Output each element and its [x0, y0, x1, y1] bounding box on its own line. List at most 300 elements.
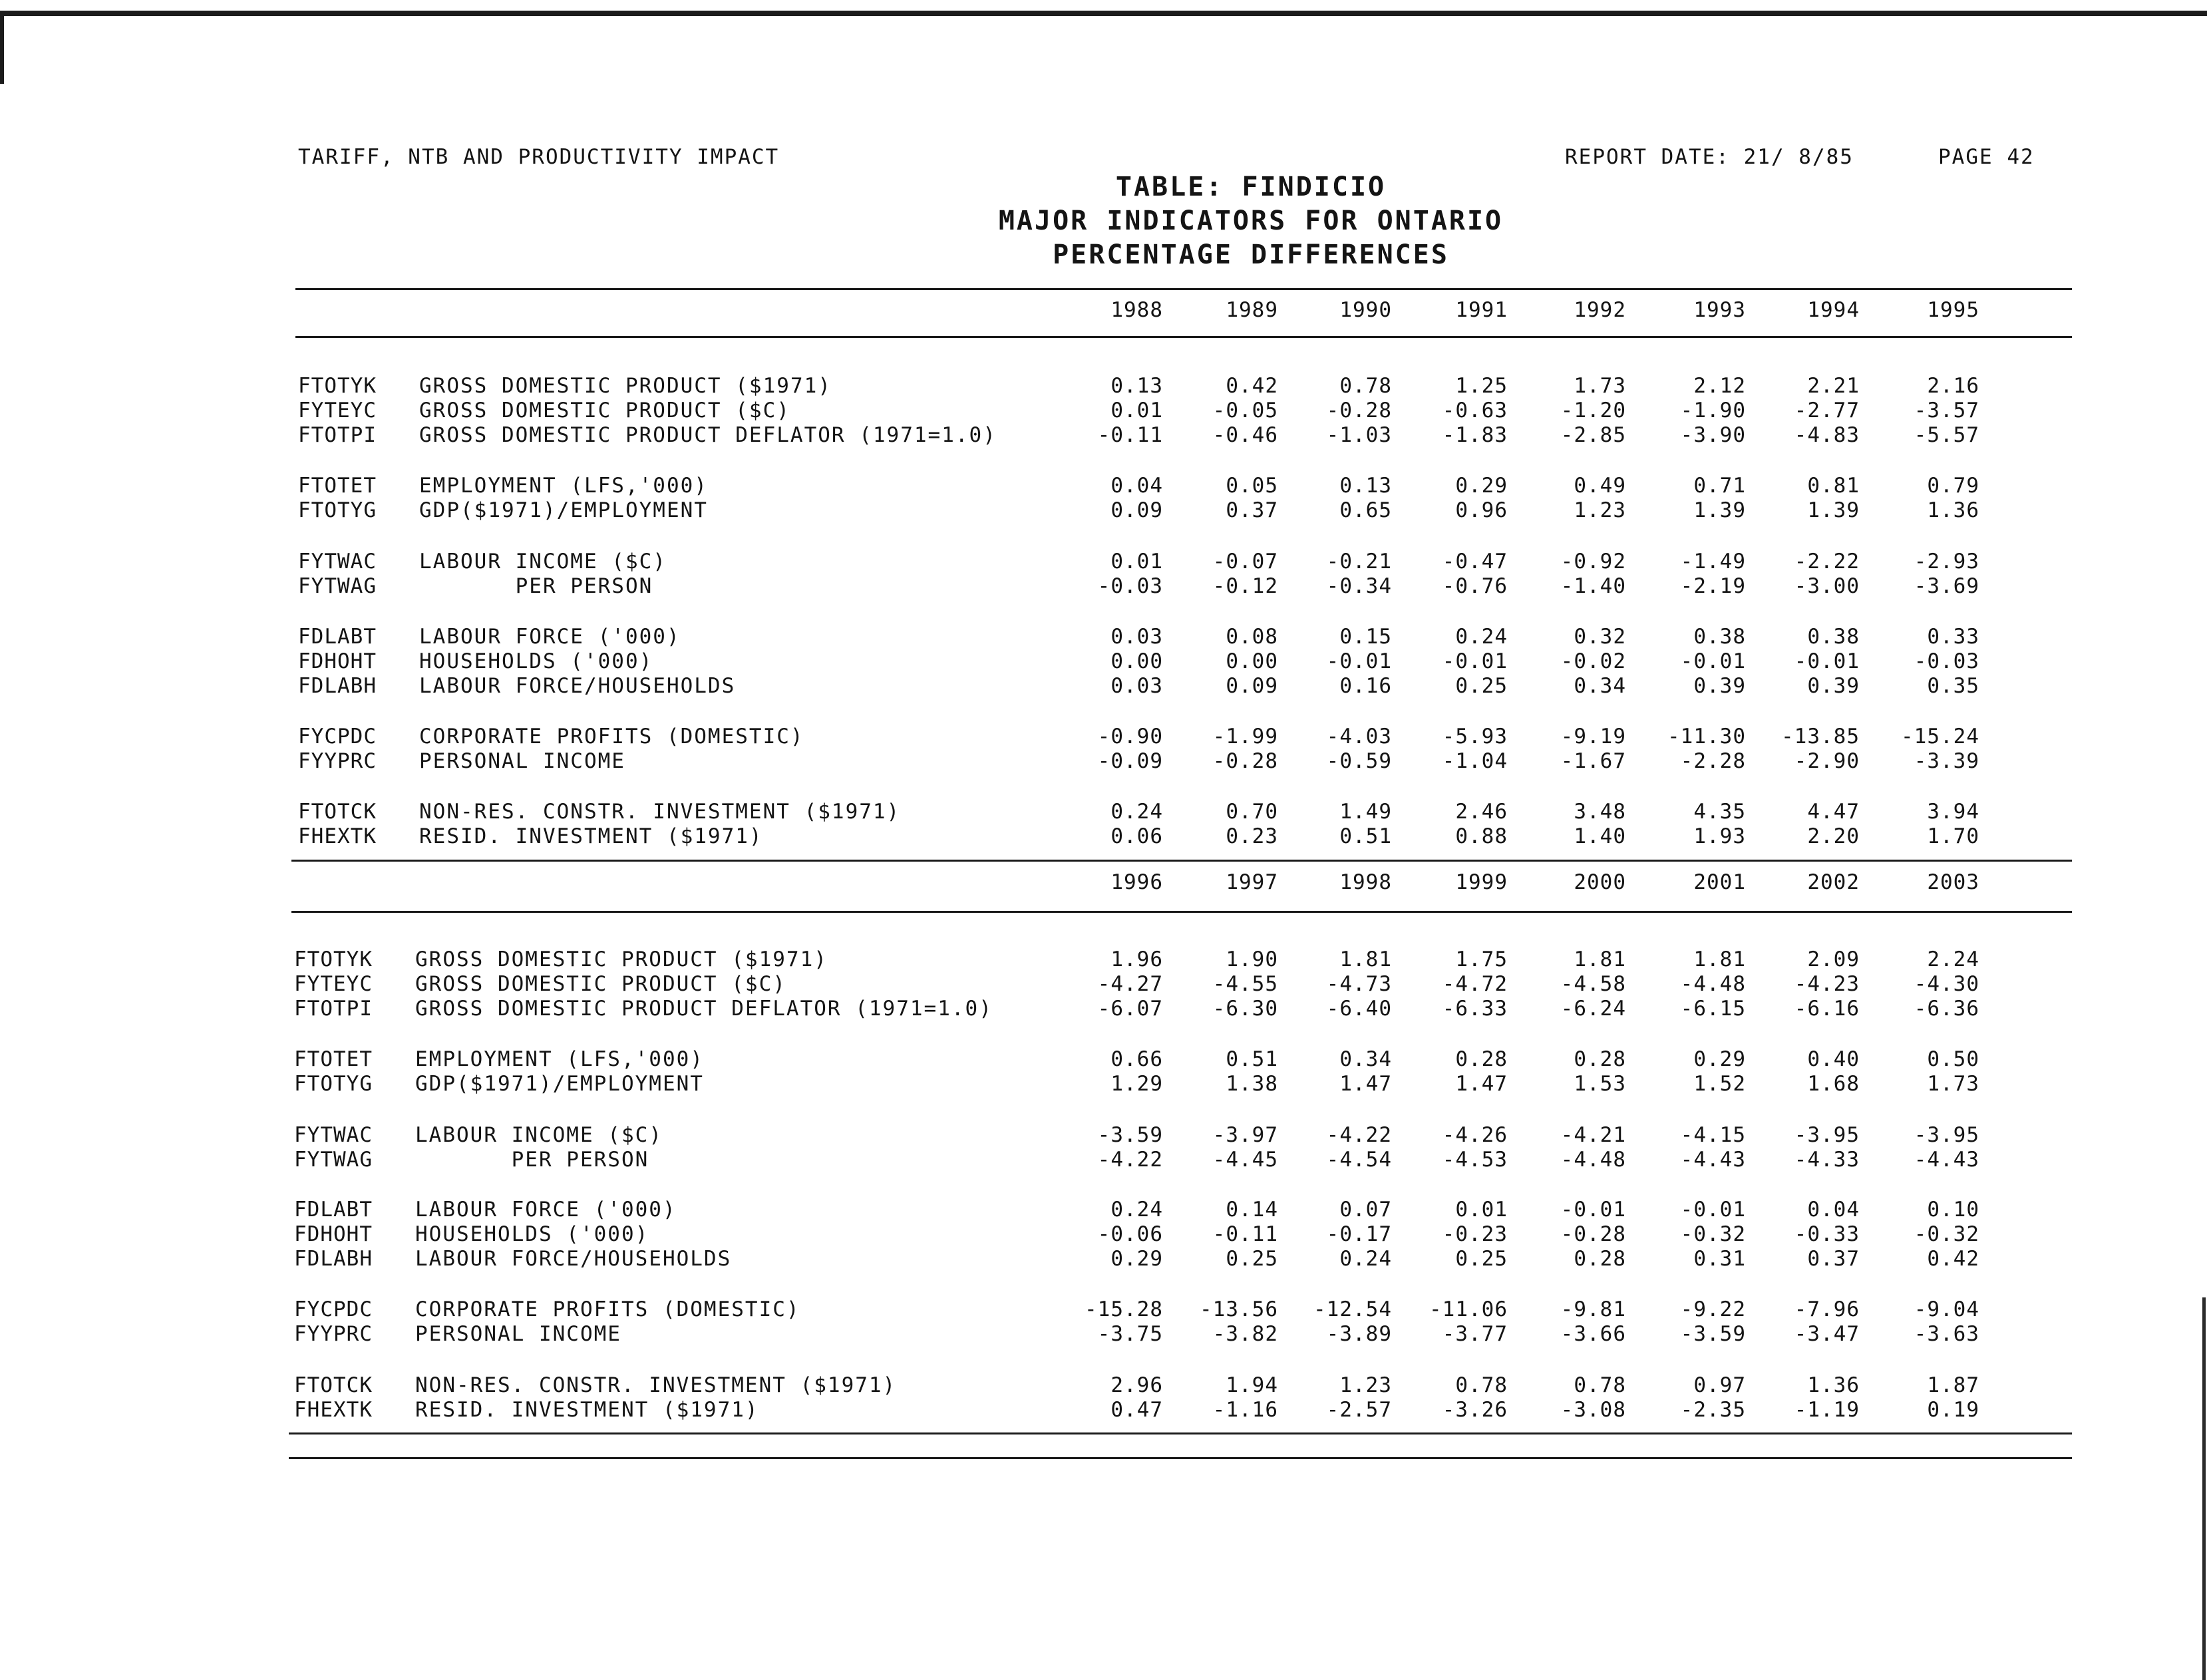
row-code: FDLABH: [294, 1247, 373, 1271]
table-cell: -9.04: [1914, 1297, 1979, 1321]
page-right-edge-mark: [2202, 1297, 2206, 1680]
page-top-border: [0, 11, 2207, 16]
table-cell: -2.22: [1794, 550, 1860, 574]
table-cell: 2.46: [1455, 800, 1508, 824]
table-cell: -0.28: [1326, 399, 1392, 422]
table-cell: -1.40: [1560, 574, 1626, 598]
table-cell: -1.49: [1680, 550, 1746, 574]
table-cell: -4.27: [1097, 972, 1163, 996]
table-cell: -1.03: [1326, 423, 1392, 447]
table-cell: 0.04: [1110, 474, 1163, 498]
year-column-header: 1988: [1110, 298, 1163, 322]
table-cell: 0.51: [1339, 824, 1392, 848]
table-cell: 0.39: [1807, 674, 1860, 698]
row-code: FDHOHT: [298, 649, 377, 673]
table-cell: -4.53: [1442, 1148, 1508, 1172]
table-cell: 3.48: [1574, 800, 1626, 824]
table-cell: -6.07: [1097, 997, 1163, 1021]
row-code: FYTWAC: [294, 1123, 373, 1147]
table-cell: -6.36: [1914, 997, 1979, 1021]
table-cell: 0.38: [1693, 625, 1746, 649]
year-column-header: 2002: [1807, 870, 1860, 894]
table-cell: 0.04: [1807, 1198, 1860, 1222]
year-column-header: 1999: [1455, 870, 1508, 894]
year-column-header: 1989: [1226, 298, 1278, 322]
table-cell: 1.81: [1693, 947, 1746, 971]
row-code: FDLABH: [298, 674, 377, 698]
table-cell: 0.29: [1455, 474, 1508, 498]
table-cell: 0.09: [1226, 674, 1278, 698]
table-cell: -4.22: [1097, 1148, 1163, 1172]
table-cell: -0.63: [1442, 399, 1508, 422]
row-label: GROSS DOMESTIC PRODUCT ($1971): [419, 374, 832, 398]
table-cell: -6.30: [1212, 997, 1278, 1021]
table-cell: 0.42: [1927, 1247, 1979, 1271]
table-cell: 0.78: [1455, 1373, 1508, 1397]
table-cell: -0.28: [1560, 1222, 1626, 1246]
row-code: FTOTYG: [294, 1072, 373, 1096]
table-cell: -2.90: [1794, 749, 1860, 773]
year-column-header: 1992: [1574, 298, 1626, 322]
table-cell: 0.24: [1339, 1247, 1392, 1271]
row-label: LABOUR FORCE/HOUSEHOLDS: [419, 674, 736, 698]
table-cell: 0.51: [1226, 1047, 1278, 1071]
table-cell: 1.81: [1339, 947, 1392, 971]
table-cell: -3.39: [1914, 749, 1979, 773]
table-cell: 0.13: [1339, 474, 1392, 498]
year-column-header: 1994: [1807, 298, 1860, 322]
row-code: FTOTET: [298, 474, 377, 498]
table-cell: -0.23: [1442, 1222, 1508, 1246]
table-cell: -0.11: [1097, 423, 1163, 447]
table-cell: 0.33: [1927, 625, 1979, 649]
table-cell: -9.81: [1560, 1297, 1626, 1321]
report-header-title: TARIFF, NTB AND PRODUCTIVITY IMPACT: [298, 145, 780, 169]
table-cell: -12.54: [1313, 1297, 1392, 1321]
table-cell: 1.52: [1693, 1072, 1746, 1096]
row-label: CORPORATE PROFITS (DOMESTIC): [415, 1297, 800, 1321]
row-label: NON-RES. CONSTR. INVESTMENT ($1971): [419, 800, 901, 824]
row-label: NON-RES. CONSTR. INVESTMENT ($1971): [415, 1373, 897, 1397]
table-rule: [295, 336, 2072, 338]
table-cell: 0.25: [1455, 1247, 1508, 1271]
row-label: GROSS DOMESTIC PRODUCT ($C): [415, 972, 786, 996]
table-bottom-rule: [289, 1432, 2072, 1434]
table-cell: 0.34: [1574, 674, 1626, 698]
table-cell: 0.42: [1226, 374, 1278, 398]
table-cell: -0.05: [1212, 399, 1278, 422]
row-code: FTOTYK: [294, 947, 373, 971]
table-cell: 0.00: [1110, 649, 1163, 673]
year-column-header: 2001: [1693, 870, 1746, 894]
table-cell: -0.32: [1914, 1222, 1979, 1246]
table-cell: -0.47: [1442, 550, 1508, 574]
table-cell: -0.92: [1560, 550, 1626, 574]
year-column-header: 1996: [1110, 870, 1163, 894]
table-cell: 0.50: [1927, 1047, 1979, 1071]
table-cell: 4.47: [1807, 800, 1860, 824]
table-cell: -3.95: [1914, 1123, 1979, 1147]
row-code: FTOTYK: [298, 374, 377, 398]
row-code: FTOTPI: [298, 423, 377, 447]
table-cell: -2.19: [1680, 574, 1746, 598]
table-cell: -6.15: [1680, 997, 1746, 1021]
table-cell: -6.24: [1560, 997, 1626, 1021]
table-cell: -2.28: [1680, 749, 1746, 773]
table-cell: 1.53: [1574, 1072, 1626, 1096]
table-cell: 2.21: [1807, 374, 1860, 398]
table-cell: 0.79: [1927, 474, 1979, 498]
table-cell: -3.90: [1680, 423, 1746, 447]
table-cell: 1.47: [1339, 1072, 1392, 1096]
table-cell: 3.94: [1927, 800, 1979, 824]
table-cell: 0.29: [1110, 1247, 1163, 1271]
row-code: FYTWAG: [298, 574, 377, 598]
row-code: FTOTCK: [294, 1373, 373, 1397]
table-cell: 0.09: [1110, 498, 1163, 522]
table-cell: -4.26: [1442, 1123, 1508, 1147]
table-cell: 0.16: [1339, 674, 1392, 698]
table-cell: 0.15: [1339, 625, 1392, 649]
row-label: LABOUR INCOME ($C): [419, 550, 667, 574]
table-cell: 1.36: [1927, 498, 1979, 522]
table-cell: 2.12: [1693, 374, 1746, 398]
year-column-header: 1991: [1455, 298, 1508, 322]
table-title: TABLE: FINDICIO: [1115, 172, 1387, 202]
table-cell: -9.19: [1560, 725, 1626, 749]
table-cell: 0.08: [1226, 625, 1278, 649]
table-cell: 1.39: [1693, 498, 1746, 522]
table-cell: -0.11: [1212, 1222, 1278, 1246]
row-code: FTOTPI: [294, 997, 373, 1021]
table-cell: -1.04: [1442, 749, 1508, 773]
row-code: FYCPDC: [294, 1297, 373, 1321]
table-cell: 1.87: [1927, 1373, 1979, 1397]
table-cell: 2.24: [1927, 947, 1979, 971]
table-cell: -1.90: [1680, 399, 1746, 422]
table-cell: 0.28: [1574, 1247, 1626, 1271]
table-cell: 0.32: [1574, 625, 1626, 649]
table-cell: -0.12: [1212, 574, 1278, 598]
table-cell: 0.37: [1226, 498, 1278, 522]
row-label: PERSONAL INCOME: [419, 749, 625, 773]
table-cell: 0.24: [1110, 1198, 1163, 1222]
table-cell: -4.83: [1794, 423, 1860, 447]
table-cell: -6.40: [1326, 997, 1392, 1021]
table-cell: -11.06: [1429, 1297, 1508, 1321]
table-cell: -0.32: [1680, 1222, 1746, 1246]
table-cell: 1.94: [1226, 1373, 1278, 1397]
table-cell: -3.59: [1097, 1123, 1163, 1147]
row-code: FYYPRC: [294, 1322, 373, 1346]
table-cell: 0.25: [1455, 674, 1508, 698]
table-subtitle: MAJOR INDICATORS FOR ONTARIO: [998, 206, 1504, 236]
table-cell: -0.01: [1680, 649, 1746, 673]
table-cell: -4.30: [1914, 972, 1979, 996]
table-cell: 0.35: [1927, 674, 1979, 698]
table-cell: -0.90: [1097, 725, 1163, 749]
table-cell: -0.01: [1326, 649, 1392, 673]
table-cell: -15.24: [1901, 725, 1979, 749]
row-label: RESID. INVESTMENT ($1971): [419, 824, 763, 848]
year-column-header: 1990: [1339, 298, 1392, 322]
table-cell: 0.19: [1927, 1398, 1979, 1422]
table-cell: 0.34: [1339, 1047, 1392, 1071]
table-cell: -0.34: [1326, 574, 1392, 598]
row-code: FDHOHT: [294, 1222, 373, 1246]
table-cell: -4.15: [1680, 1123, 1746, 1147]
table-cell: -3.75: [1097, 1322, 1163, 1346]
row-code: FYYPRC: [298, 749, 377, 773]
row-label: GROSS DOMESTIC PRODUCT ($C): [419, 399, 790, 422]
table-cell: -4.43: [1914, 1148, 1979, 1172]
table-bottom-rule: [289, 1457, 2072, 1459]
table-cell: -2.93: [1914, 550, 1979, 574]
table-cell: -5.57: [1914, 423, 1979, 447]
table-cell: -1.67: [1560, 749, 1626, 773]
table-cell: 1.47: [1455, 1072, 1508, 1096]
table-cell: -1.99: [1212, 725, 1278, 749]
table-cell: 0.31: [1693, 1247, 1746, 1271]
row-label: LABOUR FORCE ('000): [419, 625, 681, 649]
table-cell: 0.49: [1574, 474, 1626, 498]
table-cell: 0.24: [1110, 800, 1163, 824]
table-cell: -13.85: [1781, 725, 1860, 749]
table-cell: -2.57: [1326, 1398, 1392, 1422]
table-cell: 1.25: [1455, 374, 1508, 398]
table-cell: 1.40: [1574, 824, 1626, 848]
table-cell: -4.55: [1212, 972, 1278, 996]
table-cell: -3.95: [1794, 1123, 1860, 1147]
table-cell: 0.65: [1339, 498, 1392, 522]
table-cell: 0.01: [1110, 550, 1163, 574]
table-rule: [291, 860, 2072, 862]
table-rule: [295, 288, 2072, 290]
table-cell: -4.23: [1794, 972, 1860, 996]
row-code: FYTWAG: [294, 1148, 373, 1172]
year-column-header: 1998: [1339, 870, 1392, 894]
table-cell: -0.02: [1560, 649, 1626, 673]
table-cell: 2.96: [1110, 1373, 1163, 1397]
table-cell: 0.40: [1807, 1047, 1860, 1071]
table-cell: -1.19: [1794, 1398, 1860, 1422]
row-code: FDLABT: [298, 625, 377, 649]
row-label: GROSS DOMESTIC PRODUCT ($1971): [415, 947, 828, 971]
table-cell: -4.73: [1326, 972, 1392, 996]
row-code: FDLABT: [294, 1198, 373, 1222]
table-cell: -0.21: [1326, 550, 1392, 574]
row-label: RESID. INVESTMENT ($1971): [415, 1398, 759, 1422]
row-code: FTOTET: [294, 1047, 373, 1071]
year-column-header: 1997: [1226, 870, 1278, 894]
table-cell: 0.25: [1226, 1247, 1278, 1271]
row-code: FHEXTK: [298, 824, 377, 848]
table-cell: -4.48: [1680, 972, 1746, 996]
table-cell: -2.35: [1680, 1398, 1746, 1422]
row-label: CORPORATE PROFITS (DOMESTIC): [419, 725, 804, 749]
table-cell: -4.45: [1212, 1148, 1278, 1172]
table-cell: -0.46: [1212, 423, 1278, 447]
table-cell: -3.26: [1442, 1398, 1508, 1422]
table-cell: -1.16: [1212, 1398, 1278, 1422]
table-cell: -11.30: [1667, 725, 1746, 749]
row-label: LABOUR INCOME ($C): [415, 1123, 663, 1147]
table-cell: -3.63: [1914, 1322, 1979, 1346]
table-cell: 0.66: [1110, 1047, 1163, 1071]
row-label: EMPLOYMENT (LFS,'000): [419, 474, 708, 498]
row-code: FYTWAC: [298, 550, 377, 574]
table-cell: 0.01: [1455, 1198, 1508, 1222]
table-cell: -0.09: [1097, 749, 1163, 773]
table-cell: 1.73: [1574, 374, 1626, 398]
table-cell: -3.57: [1914, 399, 1979, 422]
table-cell: 0.70: [1226, 800, 1278, 824]
table-cell: 0.78: [1574, 1373, 1626, 1397]
table-cell: 0.00: [1226, 649, 1278, 673]
table-cell: -3.89: [1326, 1322, 1392, 1346]
table-cell: -0.17: [1326, 1222, 1392, 1246]
row-label: HOUSEHOLDS ('000): [419, 649, 653, 673]
table-cell: -2.85: [1560, 423, 1626, 447]
table-cell: 0.81: [1807, 474, 1860, 498]
page-left-edge-mark: [0, 11, 4, 84]
table-cell: 0.10: [1927, 1198, 1979, 1222]
table-cell: 0.03: [1110, 674, 1163, 698]
table-cell: 0.06: [1110, 824, 1163, 848]
year-column-header: 1995: [1927, 298, 1979, 322]
table-cell: -4.21: [1560, 1123, 1626, 1147]
report-date: REPORT DATE: 21/ 8/85: [1565, 145, 1854, 169]
year-column-header: 2000: [1574, 870, 1626, 894]
table-cell: -4.48: [1560, 1148, 1626, 1172]
table-cell: -5.93: [1442, 725, 1508, 749]
table-cell: -3.47: [1794, 1322, 1860, 1346]
table-cell: 1.68: [1807, 1072, 1860, 1096]
table-cell: -0.76: [1442, 574, 1508, 598]
table-cell: -3.69: [1914, 574, 1979, 598]
row-code: FTOTCK: [298, 800, 377, 824]
row-code: FHEXTK: [294, 1398, 373, 1422]
table-cell: -1.20: [1560, 399, 1626, 422]
table-cell: 1.49: [1339, 800, 1392, 824]
table-cell: 1.90: [1226, 947, 1278, 971]
table-cell: 4.35: [1693, 800, 1746, 824]
table-cell: -3.08: [1560, 1398, 1626, 1422]
table-cell: 0.97: [1693, 1373, 1746, 1397]
table-cell: -3.59: [1680, 1322, 1746, 1346]
table-rule: [291, 911, 2072, 913]
row-label: PER PERSON: [419, 574, 653, 598]
table-cell: -0.33: [1794, 1222, 1860, 1246]
table-cell: 1.75: [1455, 947, 1508, 971]
table-cell: 2.09: [1807, 947, 1860, 971]
table-cell: -4.72: [1442, 972, 1508, 996]
table-cell: 0.28: [1455, 1047, 1508, 1071]
table-cell: -4.03: [1326, 725, 1392, 749]
table-cell: 0.38: [1807, 625, 1860, 649]
row-label: GROSS DOMESTIC PRODUCT DEFLATOR (1971=1.0): [419, 423, 997, 447]
table-cell: 0.13: [1110, 374, 1163, 398]
row-code: FYTEYC: [298, 399, 377, 422]
table-cell: 1.70: [1927, 824, 1979, 848]
table-cell: -3.82: [1212, 1322, 1278, 1346]
table-cell: -0.01: [1560, 1198, 1626, 1222]
table-units-title: PERCENTAGE DIFFERENCES: [1053, 240, 1449, 270]
table-cell: 0.03: [1110, 625, 1163, 649]
table-cell: 1.81: [1574, 947, 1626, 971]
table-cell: -6.16: [1794, 997, 1860, 1021]
table-cell: 0.01: [1110, 399, 1163, 422]
table-cell: -3.97: [1212, 1123, 1278, 1147]
table-cell: 0.29: [1693, 1047, 1746, 1071]
table-cell: 0.14: [1226, 1198, 1278, 1222]
table-cell: -0.59: [1326, 749, 1392, 773]
table-cell: 0.47: [1110, 1398, 1163, 1422]
row-label: PERSONAL INCOME: [415, 1322, 621, 1346]
table-cell: 0.37: [1807, 1247, 1860, 1271]
table-cell: 0.05: [1226, 474, 1278, 498]
table-cell: 1.73: [1927, 1072, 1979, 1096]
table-cell: 0.07: [1339, 1198, 1392, 1222]
row-label: HOUSEHOLDS ('000): [415, 1222, 649, 1246]
row-label: LABOUR FORCE/HOUSEHOLDS: [415, 1247, 732, 1271]
row-label: GROSS DOMESTIC PRODUCT DEFLATOR (1971=1.0): [415, 997, 993, 1021]
page-number: PAGE 42: [1938, 145, 2035, 169]
table-cell: 0.78: [1339, 374, 1392, 398]
row-label: GDP($1971)/EMPLOYMENT: [415, 1072, 704, 1096]
table-cell: 1.96: [1110, 947, 1163, 971]
table-cell: -0.07: [1212, 550, 1278, 574]
table-cell: -13.56: [1200, 1297, 1278, 1321]
table-cell: -3.77: [1442, 1322, 1508, 1346]
table-cell: 0.23: [1226, 824, 1278, 848]
table-cell: -1.83: [1442, 423, 1508, 447]
row-code: FYTEYC: [294, 972, 373, 996]
table-cell: 2.16: [1927, 374, 1979, 398]
table-cell: 1.29: [1110, 1072, 1163, 1096]
table-cell: 1.23: [1339, 1373, 1392, 1397]
table-cell: 1.23: [1574, 498, 1626, 522]
table-cell: -0.03: [1097, 574, 1163, 598]
table-cell: -4.58: [1560, 972, 1626, 996]
row-label: LABOUR FORCE ('000): [415, 1198, 677, 1222]
row-label: GDP($1971)/EMPLOYMENT: [419, 498, 708, 522]
table-cell: 0.88: [1455, 824, 1508, 848]
table-cell: -0.28: [1212, 749, 1278, 773]
table-cell: 0.24: [1455, 625, 1508, 649]
table-cell: 2.20: [1807, 824, 1860, 848]
row-label: PER PERSON: [415, 1148, 649, 1172]
table-cell: -6.33: [1442, 997, 1508, 1021]
table-cell: 1.36: [1807, 1373, 1860, 1397]
table-cell: -15.28: [1085, 1297, 1163, 1321]
table-cell: 0.71: [1693, 474, 1746, 498]
row-code: FYCPDC: [298, 725, 377, 749]
table-cell: -9.22: [1680, 1297, 1746, 1321]
table-cell: -0.03: [1914, 649, 1979, 673]
table-cell: -0.01: [1794, 649, 1860, 673]
table-cell: -4.22: [1326, 1123, 1392, 1147]
table-cell: -4.54: [1326, 1148, 1392, 1172]
table-cell: -0.01: [1442, 649, 1508, 673]
year-column-header: 1993: [1693, 298, 1746, 322]
table-cell: -3.66: [1560, 1322, 1626, 1346]
table-cell: 0.39: [1693, 674, 1746, 698]
table-cell: -2.77: [1794, 399, 1860, 422]
row-label: EMPLOYMENT (LFS,'000): [415, 1047, 704, 1071]
table-cell: 1.93: [1693, 824, 1746, 848]
table-cell: -0.01: [1680, 1198, 1746, 1222]
